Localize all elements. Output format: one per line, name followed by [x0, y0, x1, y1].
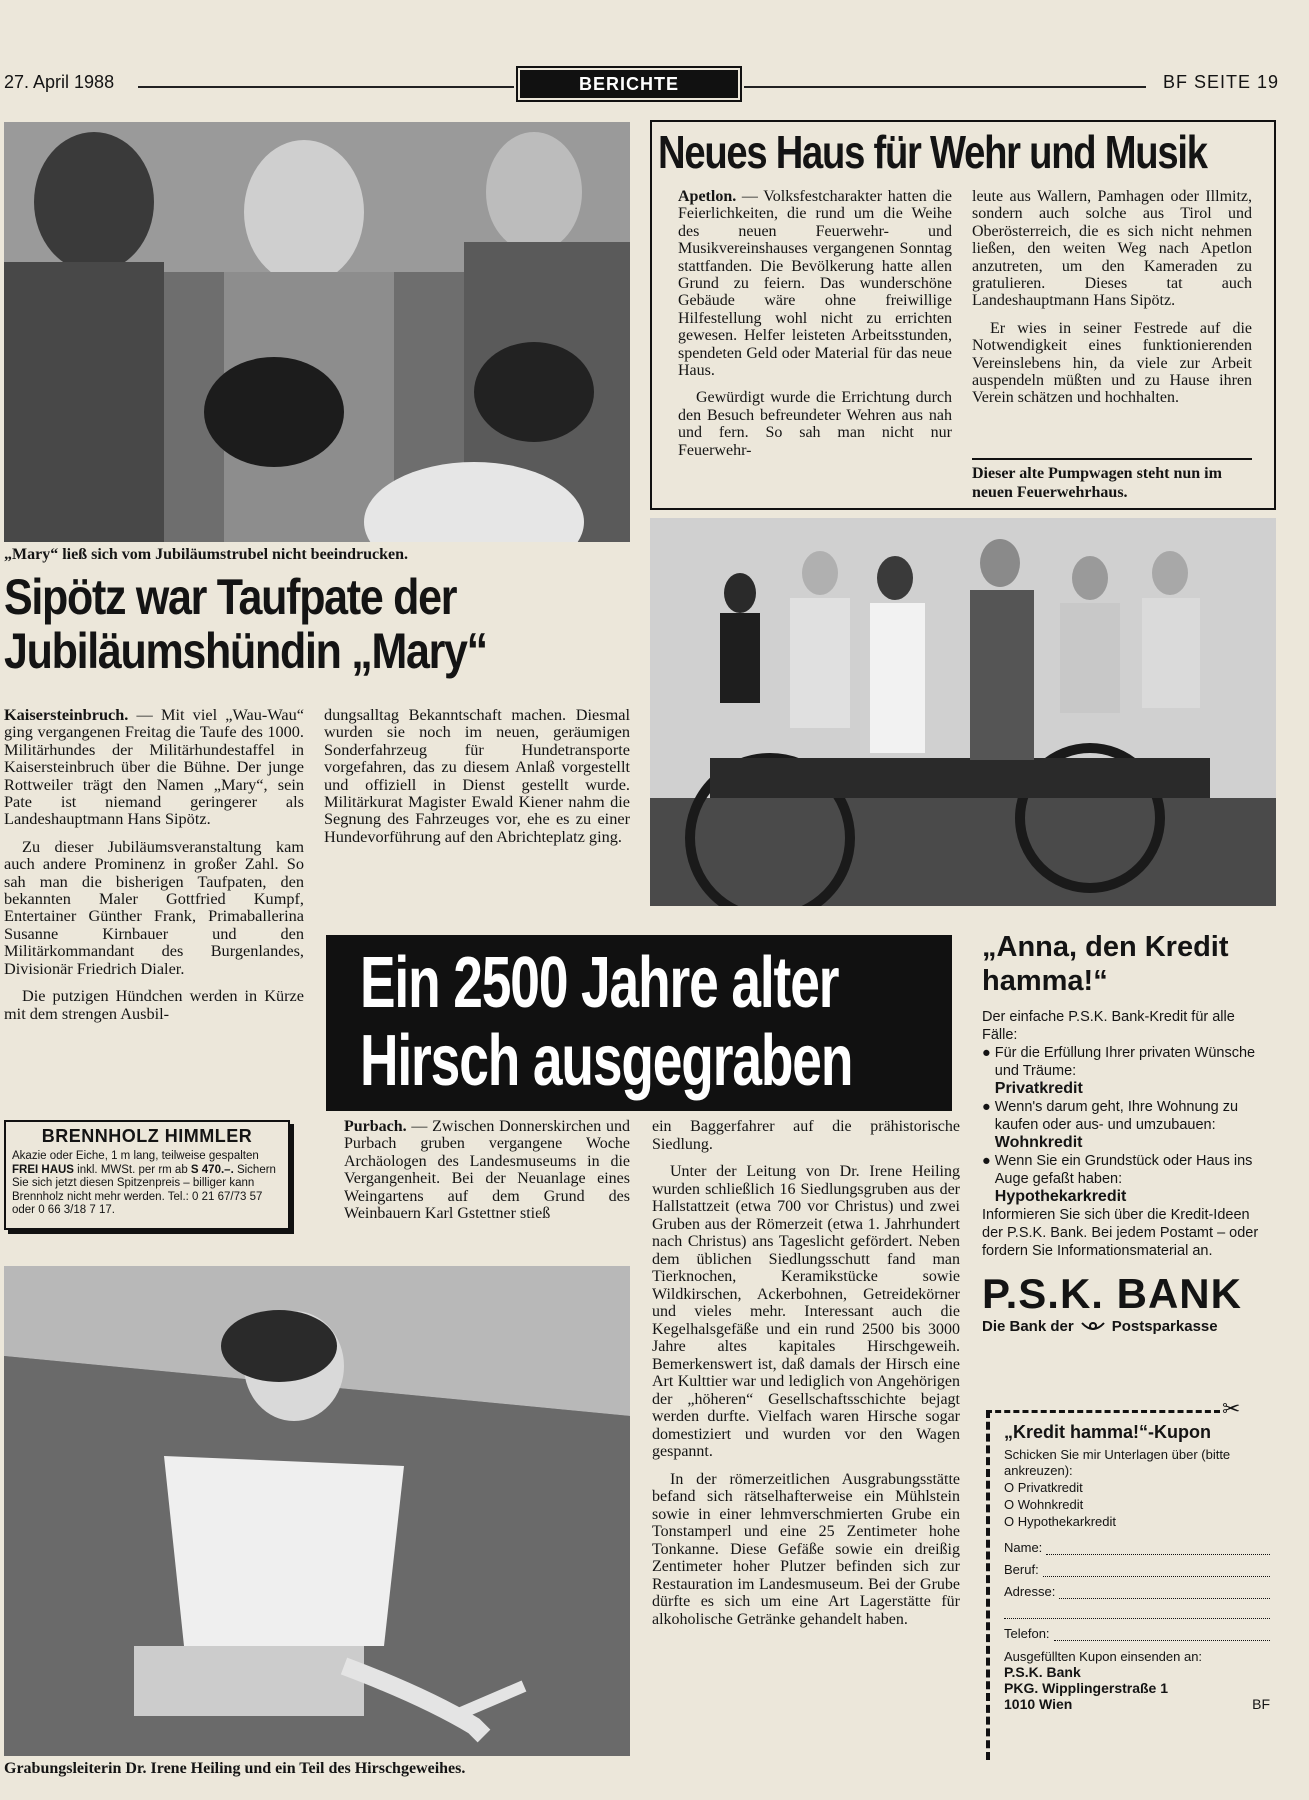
brennholz-text-e: Sichern Sie sich jetzt diesen Spitzenpreis – billiger kann Brennholz nicht mehr werden. Tel.: 0 21 67/73 57 oder 0 66 3/18 7 17. [12, 1163, 276, 1216]
coupon-label-name: Name: [1004, 1540, 1043, 1555]
section-label: BERICHTE [520, 70, 738, 98]
coupon-top-dash [986, 1410, 1220, 1413]
header-rule-left [138, 86, 514, 88]
issue-date: 27. April 1988 [4, 72, 115, 92]
coupon-field-telefon[interactable] [1004, 1626, 1270, 1641]
article-mary-col2 [324, 706, 630, 855]
psk-b2-bold: Wohnkredit [994, 1134, 1083, 1151]
coupon-field-name[interactable] [1004, 1540, 1270, 1555]
coupon-field-adresse[interactable] [1004, 1584, 1270, 1599]
photo-excavation [4, 1266, 630, 1756]
coupon-label-beruf: Beruf: [1004, 1562, 1039, 1577]
psk-tagline [982, 1318, 1268, 1335]
hirsch-text-1: — Zwischen Donnerskirchen und Purbach gruben vergangene Woche Archäologen des Landesmuseums in die Vergangenheit. Bei der Neuanlage eines Weingartens auf dem Grund des Weinbauern Karl Gstettner stieß [344, 1118, 630, 1223]
hirsch-text-4: In der römerzeitlichen Ausgrabungsstätte befand sich rätselhafterweise ein Mühlstein sowie in einer lehmverschmierten Grube ein Tonstamperl und eine 25 Zentimeter hohe Tonkanne. Diese Gefäße sowie ein dreißig Zentimeter hoher Plutzer befinden sich zur Restauration im Landesmuseum. Bei der Grube dürfte es sich um eine Art Lagerstätte für alkoholische Getränke gehandelt haben. [652, 1470, 960, 1628]
psk-b3-text: Wenn Sie ein Grundstück oder Haus ins Auge gefaßt haben: [994, 1153, 1253, 1187]
brennholz-frei-haus: FREI HAUS [12, 1163, 74, 1176]
coupon-addr-3: 1010 Wien [1004, 1696, 1073, 1712]
hirsch-text-2: ein Baggerfahrer auf die prähistorische Siedlung. [652, 1118, 960, 1153]
psk-tagline-b: Postsparkasse [1111, 1318, 1218, 1335]
page-number: BF SEITE 19 [1162, 72, 1279, 92]
wehr-caption-rule [972, 458, 1252, 460]
wehr-text-4: Er wies in seiner Festrede auf die Notwendigkeit eines funktionierenden Vereinslebens hin, da viele zur Arbeit auspendeln müßten und zu Hause ihren Verein schätzen und hochhalten. [972, 319, 1252, 407]
article-hirsch-col2 [652, 1118, 960, 1638]
wehr-text-2: Gewürdigt wurde die Errichtung durch den Besuch befreundeter Wehren aus nah und fern. So sah man nicht nur Feuerwehr- [678, 389, 952, 459]
hirsch-text-3: Unter der Leitung von Dr. Irene Heiling wurden schließlich 16 Siedlungsgruben aus der Hallstattzeit (etwa 700 vor Christus) und zwei Gruben aus der Römerzeit (etwa 1. Jahrhundert nach Christus) ans Tageslicht gefördert. Neben dem üblichen Siedlungsschutt fand man Tierknochen, Keramikstücke sowie Wildkirschen, Ackerbohnen, Getreidekörner und vieles mehr. Interessant auch die Kegelhalsgefäße und ein rund 2500 bis 3000 Jahre altes kapitales Hirschgeweih. Bemerkenswert ist, daß damals der Hirsch eine Art Kulttier war und lediglich von Angehörigen der „höheren“ Gesellschaftsschichte bejagt werden durfte. Vielfach waren Hirsche sogar domestiziert und wurden vor den Wagen gespannt. [652, 1163, 960, 1460]
article-mary-col1 [4, 706, 304, 1032]
brennholz-title: BRENNHOLZ HIMMLER [41, 1126, 253, 1146]
coupon-field-adresse-2[interactable] [1004, 1606, 1270, 1619]
headline-mary-line2: Jubiläumshündin „Mary“ [4, 623, 487, 679]
wehr-text-3: leute aus Wallern, Pamhagen oder Illmitz, sondern auch solche aus Tirol und Oberösterreich, die es sich nicht nehmen ließen, den weiten Weg nach Apetlon anzutreten, um den Kameraden zu gratulieren. Dieses tat auch Landeshauptmann Hans Sipötz. [972, 188, 1252, 310]
coupon-option-hypothekar[interactable]: O Hypothekarkredit [1004, 1514, 1116, 1529]
scissors-icon: ✂ [1222, 1396, 1241, 1421]
ad-psk [982, 930, 1268, 1335]
headline-hirsch [360, 944, 852, 1100]
article-wehr-box [650, 120, 1276, 510]
psk-intro: Der einfache P.S.K. Bank-Kredit für alle Fälle: [982, 1009, 1235, 1043]
psk-bullet-1: ● Für die Erfüllung Ihrer privaten Wünsche und Träume: Privatkredit [982, 1045, 1256, 1097]
headline-hirsch-line2: Hirsch ausgegraben [360, 1021, 853, 1101]
post-horn-icon [1080, 1319, 1106, 1335]
brennholz-price: S 470.–. [190, 1163, 234, 1176]
brennholz-text [12, 1150, 282, 1218]
header-rule-right [744, 86, 1146, 88]
caption-mary: „Mary“ ließ sich vom Jubiläumstrubel nicht beeindrucken. [4, 546, 409, 563]
coupon-option-privat[interactable]: O Privatkredit [1004, 1480, 1083, 1495]
mary-text-2: Zu dieser Jubiläumsveranstaltung kam auch andere Prominenz in großer Zahl. So sah man die bisherigen Taufpaten, den bekannten Maler Gottfried Kumpf, Entertainer Günther Frank, Primaballerina Susanne Kirnbauer und den Militärkommandant des Burgenlandes, Divisionär Friedrich Dialer. [4, 836, 304, 978]
brennholz-text-c: inkl. MWSt. per rm ab [73, 1163, 191, 1176]
article-hirsch-col1 [344, 1118, 630, 1232]
psk-tagline-a: Die Bank der [982, 1318, 1074, 1335]
psk-outro: Informieren Sie sich über die Kredit-Ideen der P.S.K. Bank. Bei jedem Postamt – oder fordern Sie Informationsmaterial an. [982, 1207, 1259, 1259]
mary-text-1: — Mit viel „Wau-Wau“ ging vergangenen Freitag die Taufe des 1000. Militärhundes der Militärhundestaffel in Kaisersteinbruch über die Bühne. Der junge Rottweiler trägt den Namen „Mary“, sein Pate ist niemand geringerer als Landeshauptmann Hans Sipötz. [4, 705, 304, 829]
mary-text-3: Die putzigen Hündchen werden in Kürze mit dem strengen Ausbil- [4, 986, 304, 1023]
coupon-title: „Kredit hamma!“-Kupon [1004, 1422, 1211, 1442]
coupon-send-to: Ausgefüllten Kupon einsenden an: [1004, 1649, 1203, 1664]
article-wehr-col2 [972, 188, 1252, 417]
coupon-intro: Schicken Sie mir Unterlagen über (bitte ankreuzen): [1004, 1447, 1231, 1478]
photo-mary-dog [4, 122, 630, 542]
article-wehr-col1 [678, 188, 952, 469]
coupon-label-adresse: Adresse: [1004, 1584, 1056, 1599]
ad-brennholz [4, 1120, 290, 1230]
psk-bullet-2: ● Wenn's darum geht, Ihre Wohnung zu kaufen oder aus- und umzubauen: Wohnkredit [982, 1099, 1239, 1151]
psk-b1-text: Für die Erfüllung Ihrer privaten Wünsche und Träume: [994, 1045, 1256, 1079]
caption-pumpwagen: Dieser alte Pumpwagen steht nun im neuen Feuerwehrhaus. [972, 465, 1222, 501]
wehr-text-1: — Volksfestcharakter hatten die Feierlichkeiten, die rund um die Weihe des neuen Feuerwehr- und Musikvereinshauses vergangenen Sonntag stattfanden. Die Bevölkerung hatte allen Grund zu feiern. Das wunderschöne Gebäude wäre ohne freiwillige Hilfestellung wohl nicht zu errichten gewesen. Helfer leisteten Arbeitsstunden, spendeten Geld oder Material für das neue Haus. [678, 188, 952, 380]
psk-b3-bold: Hypothekarkredit [994, 1188, 1127, 1205]
brennholz-text-a: Akazie oder Eiche, 1 m lang, teilweise gespalten [12, 1150, 259, 1162]
headline-mary-line1: Sipötz war Taufpate der [4, 569, 457, 625]
psk-b2-text: Wenn's darum geht, Ihre Wohnung zu kaufen oder aus- und umzubauen: [994, 1099, 1239, 1133]
coupon [986, 1396, 1272, 1760]
coupon-addr-2: PKG. Wipplingerstraße 1 [1004, 1680, 1169, 1696]
coupon-label-telefon: Telefon: [1004, 1626, 1050, 1641]
headline-hirsch-line1: Ein 2500 Jahre alter [360, 943, 839, 1023]
coupon-addr-1: P.S.K. Bank [1004, 1664, 1081, 1680]
headline-wehr: Neues Haus für Wehr und Musik [658, 126, 1207, 178]
coupon-code: BF [1252, 1696, 1270, 1712]
location-kaisersteinbruch: Kaisersteinbruch. [4, 705, 129, 724]
psk-headline: „Anna, den Kredit hamma!“ [982, 931, 1229, 997]
headline-mary [4, 570, 487, 678]
coupon-option-wohn[interactable]: O Wohnkredit [1004, 1497, 1084, 1512]
location-apetlon: Apetlon. [678, 188, 737, 205]
location-purbach: Purbach. [344, 1118, 407, 1135]
coupon-field-beruf[interactable] [1004, 1562, 1270, 1577]
psk-bullet-3: ● Wenn Sie ein Grundstück oder Haus ins Auge gefaßt haben: Hypothekarkredit [982, 1153, 1253, 1205]
photo-pumpwagen [650, 518, 1276, 906]
psk-logo: P.S.K. BANK [982, 1270, 1242, 1317]
mary-text-4: dungsalltag Bekanntschaft machen. Diesmal wurden sie noch im neuen, geräumigen Sonderfahrzeug für Hundetransporte vorgefahren, das zu diesem Anlaß vorgestellt und offiziell in Dienst gestellt wurde. Militärkurat Magister Ewald Kiener nahm die Segnung des Fahrzeuges vor, ehe es zu einer Hundevorführung auf den Abrichteplatz ging. [324, 705, 630, 846]
psk-b1-bold: Privatkredit [994, 1080, 1083, 1097]
caption-excavation: Grabungsleiterin Dr. Irene Heiling und ein Teil des Hirschgeweihes. [4, 1760, 466, 1777]
